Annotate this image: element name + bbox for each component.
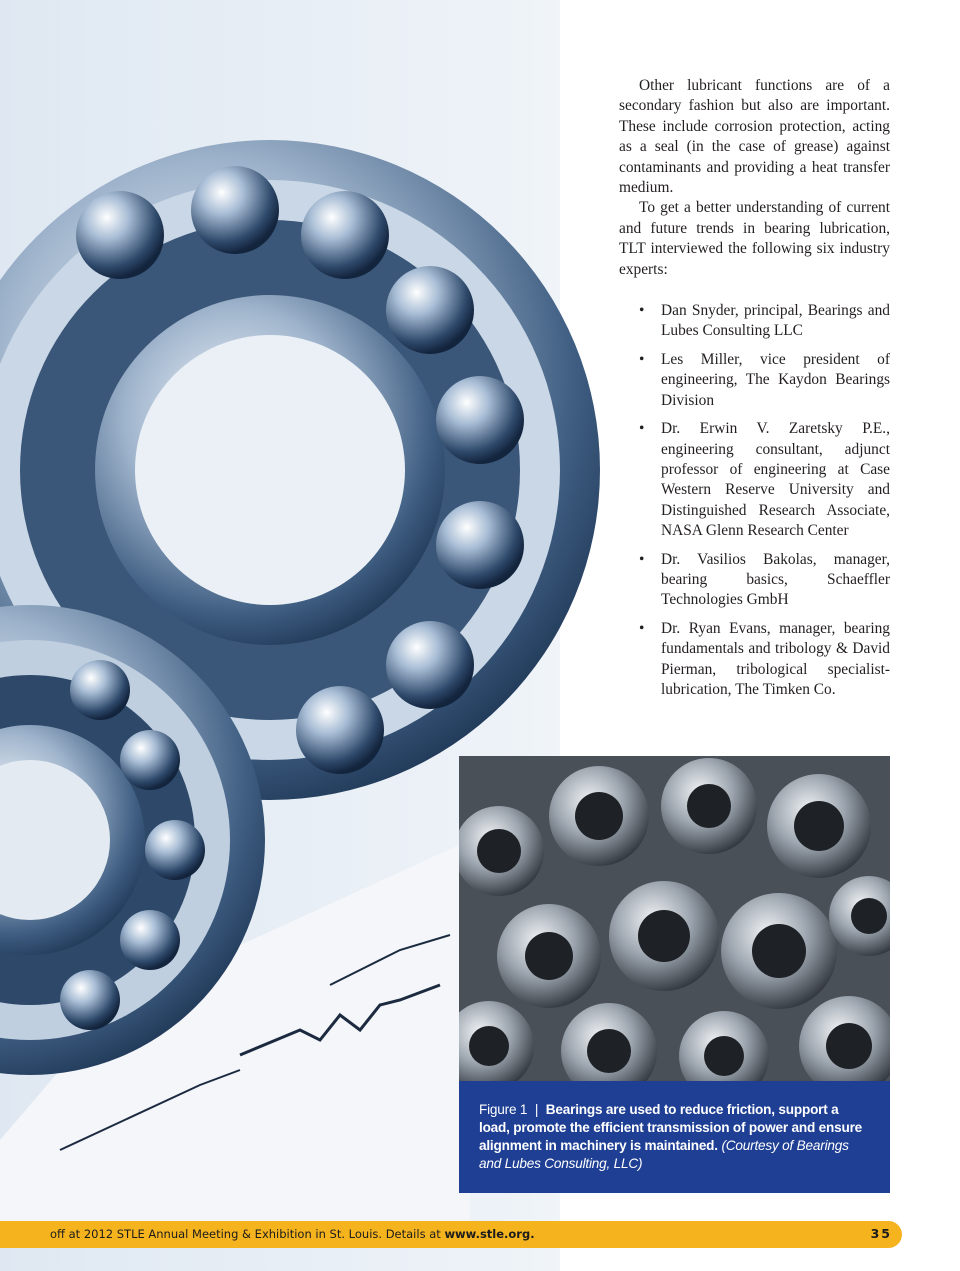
list-item bbox=[619, 550, 890, 611]
bullet: • bbox=[639, 619, 645, 637]
footer-prefix: off at 2012 STLE Annual Meeting & Exhibition in St. Louis. Details at bbox=[50, 1227, 445, 1241]
article-column bbox=[619, 76, 890, 708]
expert-name: Dan Snyder, principal, Bearings and Lubes Consulting LLC bbox=[661, 302, 890, 340]
page-footer bbox=[0, 1221, 902, 1248]
paragraph: To get a better understanding of current and future trends in bearing lubrication, TLT interviewed the following six industry experts: bbox=[619, 199, 890, 278]
figure-label: Figure 1 bbox=[479, 1102, 528, 1117]
expert-name: Dr. Ryan Evans, manager, bearing fundamentals and tribology & David Pierman, tribological specialist-lubrication, The Timken Co. bbox=[661, 619, 890, 698]
bullet: • bbox=[639, 420, 645, 438]
list-item bbox=[619, 350, 890, 411]
paragraph: Other lubricant functions are of a secondary fashion but also are important. These include corrosion protection, acting as a seal (in the case of grease) against contaminants and providing a heat transfer medium. bbox=[619, 77, 890, 197]
bullet: • bbox=[639, 302, 645, 320]
list-item bbox=[619, 619, 890, 701]
list-item bbox=[619, 301, 890, 342]
bullet: • bbox=[639, 550, 645, 568]
expert-list bbox=[619, 301, 890, 700]
footer-link[interactable]: www.stle.org. bbox=[444, 1227, 535, 1241]
figure-1 bbox=[459, 756, 890, 1193]
list-item bbox=[619, 419, 890, 541]
page-number: 35 bbox=[870, 1226, 892, 1241]
bearings-photo bbox=[459, 756, 890, 1081]
expert-name: Dr. Vasilios Bakolas, manager, bearing basics, Schaeffler Technologies GmbH bbox=[661, 550, 890, 609]
caption-separator: | bbox=[534, 1102, 539, 1117]
caption-credit: (Courtesy of Bearings and Lubes Consulting, LLC) bbox=[479, 1138, 849, 1171]
expert-name: Les Miller, vice president of engineering, The Kaydon Bearings Division bbox=[661, 350, 890, 409]
bullet: • bbox=[639, 350, 645, 368]
figure-caption bbox=[479, 1101, 871, 1173]
caption-text: Bearings are used to reduce friction, support a load, promote the efficient transmission of power and ensure alignment in machinery is maintained. bbox=[479, 1102, 863, 1153]
footer-text bbox=[50, 1227, 535, 1241]
expert-name: Dr. Erwin V. Zaretsky P.E., engineering consultant, adjunct professor of engineering at Case Western Reserve University and Distinguished Research Associate, NASA Glenn Research Center bbox=[661, 420, 890, 540]
